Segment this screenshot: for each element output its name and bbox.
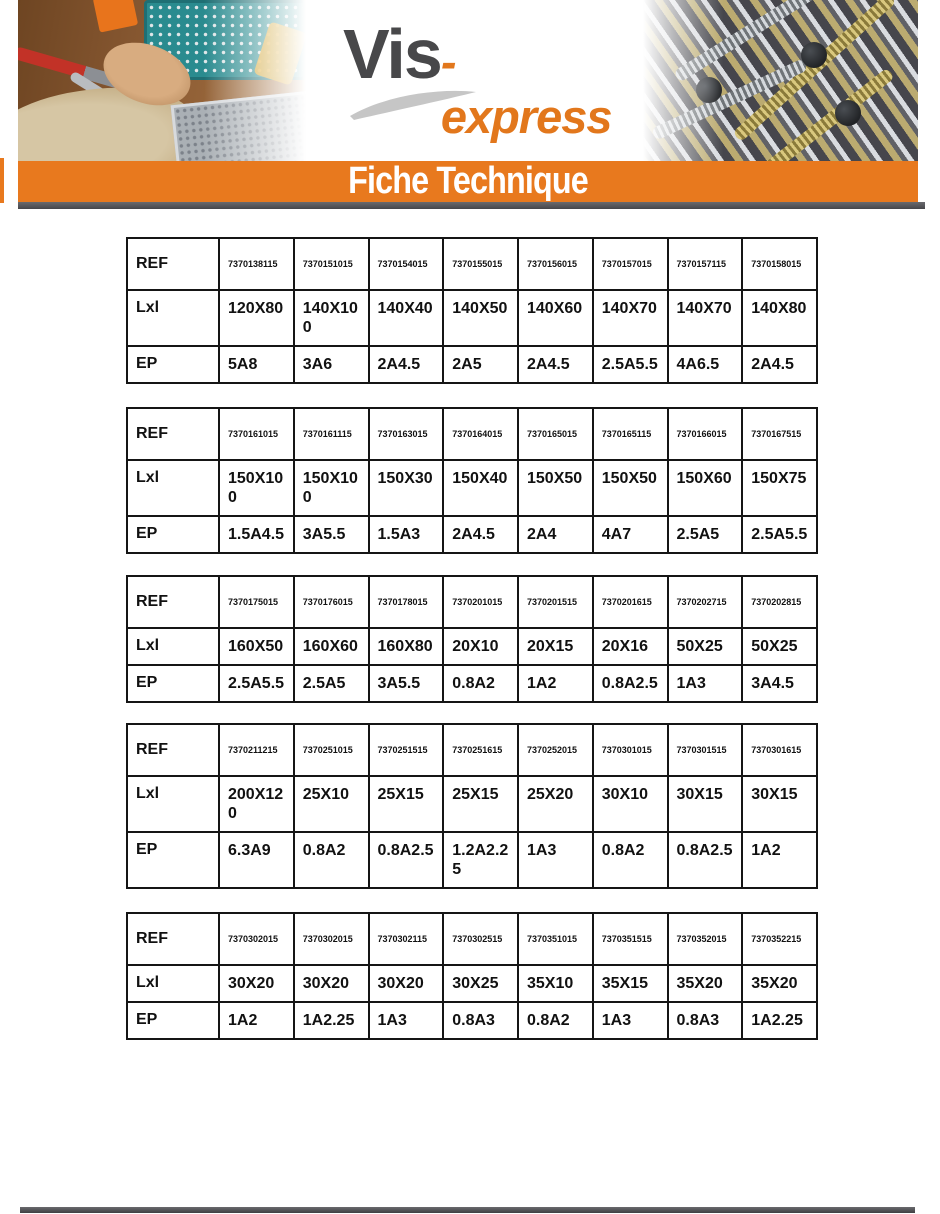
table-4-ep-row [127,832,817,888]
ep-value-cell: 2.5A5 [668,516,743,553]
ep-value-cell: 1A2.25 [294,1002,369,1039]
ep-row-label: EP [127,1002,219,1039]
ref-value-cell: 7370301615 [742,724,817,776]
ref-row-label: REF [127,408,219,460]
dim-value-cell: 120X80 [219,290,294,346]
ep-value-cell: 1A2.25 [742,1002,817,1039]
ep-value-cell: 0.8A3 [443,1002,518,1039]
ref-value-cell: 7370211215 [219,724,294,776]
ep-value-cell: 2A4.5 [443,516,518,553]
ep-value-cell: 0.8A3 [668,1002,743,1039]
ref-row-label: REF [127,724,219,776]
table-1-ep-row [127,346,817,383]
ref-row-label: REF [127,913,219,965]
table-4-ref-row [127,724,817,776]
ep-row-label: EP [127,346,219,383]
ep-value-cell: 4A6.5 [668,346,743,383]
ep-value-cell: 1A3 [518,832,593,888]
dim-value-cell: 150X60 [668,460,743,516]
ep-value-cell: 1A2 [742,832,817,888]
ref-value-cell: 7370202715 [668,576,743,628]
spec-table-4 [126,723,818,889]
dim-row-label: Lxl [127,965,219,1002]
table-3-dim-row [127,628,817,665]
ref-value-cell: 7370352215 [742,913,817,965]
spec-table-3 [126,575,818,703]
dim-value-cell: 160X80 [369,628,444,665]
dim-value-cell: 140X80 [742,290,817,346]
logo-text-vis: Vis [343,15,441,93]
ref-row-label: REF [127,576,219,628]
dim-value-cell: 150X100 [294,460,369,516]
ref-value-cell: 7370301015 [593,724,668,776]
table-2-ref-row [127,408,817,460]
ep-value-cell: 1A2 [518,665,593,702]
table-2-dim-row [127,460,817,516]
dim-value-cell: 150X40 [443,460,518,516]
ep-value-cell: 0.8A2.5 [668,832,743,888]
ref-value-cell: 7370157115 [668,238,743,290]
ref-value-cell: 7370251515 [369,724,444,776]
ep-value-cell: 0.8A2 [593,832,668,888]
ep-value-cell: 2A4.5 [742,346,817,383]
ep-value-cell: 2A5 [443,346,518,383]
ref-value-cell: 7370161015 [219,408,294,460]
ref-value-cell: 7370251015 [294,724,369,776]
ref-value-cell: 7370201515 [518,576,593,628]
ref-value-cell: 7370252015 [518,724,593,776]
dim-value-cell: 30X20 [219,965,294,1002]
ref-value-cell: 7370164015 [443,408,518,460]
ref-value-cell: 7370157015 [593,238,668,290]
table-5-ref-row [127,913,817,965]
table-5-dim-row [127,965,817,1002]
spec-table-2 [126,407,818,554]
dim-value-cell: 20X10 [443,628,518,665]
ep-value-cell: 2.5A5 [294,665,369,702]
left-edge-orange-strip [0,158,4,203]
logo-text-express: -express [440,35,612,143]
dim-row-label: Lxl [127,628,219,665]
dim-value-cell: 140X100 [294,290,369,346]
ep-value-cell: 1A2 [219,1002,294,1039]
ep-value-cell: 4A7 [593,516,668,553]
ref-row-label: REF [127,238,219,290]
dim-value-cell: 30X20 [369,965,444,1002]
dim-value-cell: 140X40 [369,290,444,346]
vis-express-logo [343,14,623,144]
dim-value-cell: 25X10 [294,776,369,832]
title-banner [18,161,918,202]
ep-value-cell: 0.8A2 [518,1002,593,1039]
ref-value-cell: 7370138115 [219,238,294,290]
ep-value-cell: 1A3 [593,1002,668,1039]
ref-value-cell: 7370165015 [518,408,593,460]
ep-value-cell: 0.8A2.5 [593,665,668,702]
dim-value-cell: 150X100 [219,460,294,516]
ref-value-cell: 7370158015 [742,238,817,290]
ref-value-cell: 7370351515 [593,913,668,965]
dim-value-cell: 30X15 [742,776,817,832]
workbench-photo [18,0,318,161]
ref-value-cell: 7370163015 [369,408,444,460]
dim-value-cell: 140X70 [593,290,668,346]
ref-value-cell: 7370176015 [294,576,369,628]
ref-value-cell: 7370166015 [668,408,743,460]
ref-value-cell: 7370167515 [742,408,817,460]
dim-value-cell: 20X16 [593,628,668,665]
ref-value-cell: 7370154015 [369,238,444,290]
ref-value-cell: 7370351015 [518,913,593,965]
dim-value-cell: 150X75 [742,460,817,516]
ep-value-cell: 2A4.5 [518,346,593,383]
ref-value-cell: 7370352015 [668,913,743,965]
ep-value-cell: 3A4.5 [742,665,817,702]
dim-row-label: Lxl [127,776,219,832]
ep-value-cell: 0.8A2.5 [369,832,444,888]
ref-value-cell: 7370201015 [443,576,518,628]
dim-value-cell: 35X15 [593,965,668,1002]
dim-value-cell: 150X50 [518,460,593,516]
dim-value-cell: 160X60 [294,628,369,665]
banner-divider [18,202,925,209]
dim-value-cell: 150X30 [369,460,444,516]
table-1-ref-row [127,238,817,290]
table-1-dim-row [127,290,817,346]
ep-value-cell: 1.2A2.25 [443,832,518,888]
ep-value-cell: 1A3 [668,665,743,702]
dim-value-cell: 30X10 [593,776,668,832]
logo-swoosh-icon [348,86,478,122]
dim-value-cell: 35X20 [668,965,743,1002]
ref-value-cell: 7370165115 [593,408,668,460]
ep-value-cell: 2.5A5.5 [219,665,294,702]
dim-value-cell: 140X60 [518,290,593,346]
dim-value-cell: 35X10 [518,965,593,1002]
ep-value-cell: 0.8A2 [443,665,518,702]
ref-value-cell: 7370175015 [219,576,294,628]
ref-value-cell: 7370178015 [369,576,444,628]
footer-divider [20,1207,915,1213]
ep-value-cell: 2.5A5.5 [742,516,817,553]
ref-value-cell: 7370155015 [443,238,518,290]
ref-value-cell: 7370302115 [369,913,444,965]
ref-value-cell: 7370302015 [294,913,369,965]
dim-value-cell: 50X25 [742,628,817,665]
dim-value-cell: 200X120 [219,776,294,832]
ep-value-cell: 1.5A3 [369,516,444,553]
ref-value-cell: 7370251615 [443,724,518,776]
table-3-ep-row [127,665,817,702]
ep-row-label: EP [127,516,219,553]
ref-value-cell: 7370202815 [742,576,817,628]
dim-value-cell: 150X50 [593,460,668,516]
dim-value-cell: 25X15 [443,776,518,832]
ref-value-cell: 7370201615 [593,576,668,628]
ep-row-label: EP [127,832,219,888]
ep-value-cell: 1A3 [369,1002,444,1039]
ep-value-cell: 1.5A4.5 [219,516,294,553]
ep-value-cell: 2A4.5 [369,346,444,383]
ep-row-label: EP [127,665,219,702]
ref-value-cell: 7370301515 [668,724,743,776]
table-3-ref-row [127,576,817,628]
spec-table-1 [126,237,818,384]
dim-value-cell: 140X50 [443,290,518,346]
table-5-ep-row [127,1002,817,1039]
ep-value-cell: 6.3A9 [219,832,294,888]
screws-photo [640,0,918,161]
dim-row-label: Lxl [127,290,219,346]
dim-value-cell: 160X50 [219,628,294,665]
dim-row-label: Lxl [127,460,219,516]
dim-value-cell: 30X15 [668,776,743,832]
ep-value-cell: 3A5.5 [369,665,444,702]
page-title: Fiche Technique [348,160,588,202]
dim-value-cell: 140X70 [668,290,743,346]
ref-value-cell: 7370302015 [219,913,294,965]
ref-value-cell: 7370161115 [294,408,369,460]
photo-fade [18,0,318,161]
ep-value-cell: 3A5.5 [294,516,369,553]
spec-table-5 [126,912,818,1040]
ep-value-cell: 0.8A2 [294,832,369,888]
dim-value-cell: 30X20 [294,965,369,1002]
table-4-dim-row [127,776,817,832]
ref-value-cell: 7370156015 [518,238,593,290]
dim-value-cell: 25X15 [369,776,444,832]
dim-value-cell: 50X25 [668,628,743,665]
ep-value-cell: 5A8 [219,346,294,383]
table-2-ep-row [127,516,817,553]
ref-value-cell: 7370302515 [443,913,518,965]
photo-fade [640,0,918,161]
dim-value-cell: 25X20 [518,776,593,832]
dim-value-cell: 20X15 [518,628,593,665]
ep-value-cell: 2.5A5.5 [593,346,668,383]
ref-value-cell: 7370151015 [294,238,369,290]
dim-value-cell: 30X25 [443,965,518,1002]
ep-value-cell: 2A4 [518,516,593,553]
ep-value-cell: 3A6 [294,346,369,383]
dim-value-cell: 35X20 [742,965,817,1002]
